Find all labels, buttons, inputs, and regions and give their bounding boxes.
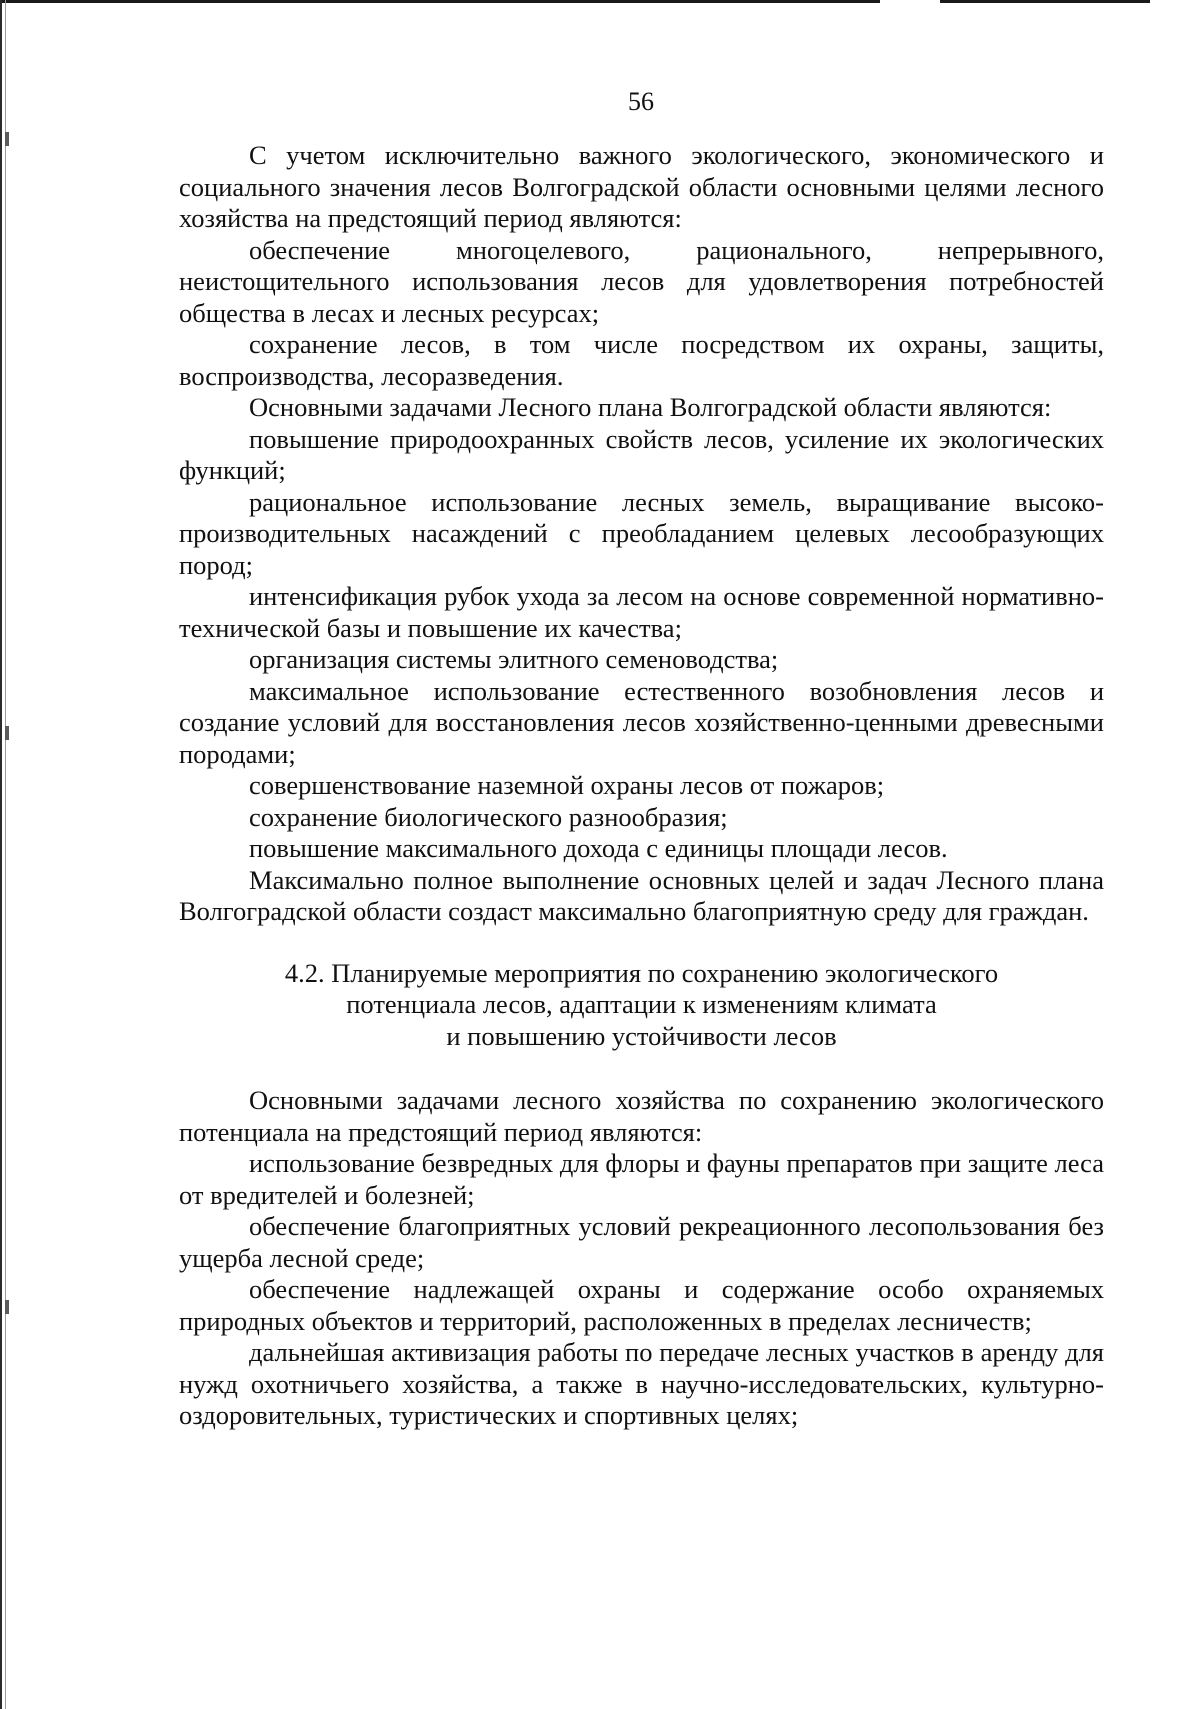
section-heading-line: 4.2. Планируемые мероприятия по сохранению экологического	[284, 957, 999, 988]
scan-edge-top	[0, 0, 880, 3]
paragraph: обеспечение многоцелевого, рационального, непрерывного, неистощительного использования лесов для удовлетворения потребностей общества в лесах и лесных ресурсах;	[179, 234, 1104, 328]
paragraph: интенсификация рубок ухода за лесом на основе современной нормативно-технической базы и повышение их качества;	[179, 581, 1104, 643]
section-heading	[179, 958, 1104, 1053]
paragraph: Максимально полное выполнение основных целей и задач Лесного плана Волгоградской области создаст максимально благоприятную среду для граждан.	[179, 864, 1104, 926]
paragraph: сохранение биологического разнообразия;	[249, 801, 728, 832]
paragraph: рациональное использование лесных земель, выращивание высоко-производительных насаждений с преобладанием целевых лесообразующих пород;	[179, 486, 1104, 580]
paragraph: сохранение лесов, в том числе посредством их охраны, защиты, воспроизводства, лесоразведения.	[179, 329, 1104, 391]
paragraph: максимальное использование естественного возобновления лесов и создание условий для восстановления лесов хозяйственно-ценными древесными породами;	[179, 675, 1104, 769]
section-heading-line: потенциала лесов, адаптации к изменениям климата	[346, 989, 937, 1019]
scan-edge-left	[0, 0, 2, 1709]
paragraph: Основными задачами лесного хозяйства по сохранению экологического потенциала на предстоящий период являются:	[179, 1085, 1104, 1147]
scan-edge-mark	[5, 726, 9, 740]
document-body	[179, 140, 1104, 1432]
paragraph: организация системы элитного семеноводства;	[249, 644, 779, 674]
paragraph: обеспечение благоприятных условий рекреационного лесопользования без ущерба лесной среде;	[179, 1211, 1104, 1273]
paragraph: С учетом исключительно важного экологического, экономического и социального значения лесов Волгоградской области основными целями лесного хозяйства на предстоящий период являются:	[179, 140, 1104, 233]
scan-edge-mark	[5, 132, 9, 146]
paragraph: совершенствование наземной охраны лесов от пожаров;	[249, 770, 885, 800]
paragraph: повышение максимального дохода с единицы площади лесов.	[249, 833, 948, 863]
section-heading-line: и повышению устойчивости лесов	[446, 1020, 837, 1051]
paragraph: дальнейшая активизация работы по передаче лесных участков в аренду для нужд охотничьего хозяйства, а также в научно-исследовательских, культурно-оздоровительных, туристических и спортивных целях;	[179, 1337, 1104, 1430]
page-number: 56	[628, 87, 654, 116]
paragraph: обеспечение надлежащей охраны и содержание особо охраняемых природных объектов и территорий, расположенных в пределах лесничеств;	[179, 1274, 1104, 1336]
paragraph: использование безвредных для флоры и фауны препаратов при защите леса от вредителей и болезней;	[179, 1148, 1104, 1210]
paragraph: повышение природоохранных свойств лесов, усиление их экологических функций;	[179, 423, 1104, 485]
scan-edge-mark	[5, 1300, 9, 1314]
scan-edge-top-right	[940, 0, 1150, 3]
scan-edge-left-inner	[5, 0, 6, 1709]
paragraph: Основными задачами Лесного плана Волгоградской области являются:	[249, 392, 1052, 422]
